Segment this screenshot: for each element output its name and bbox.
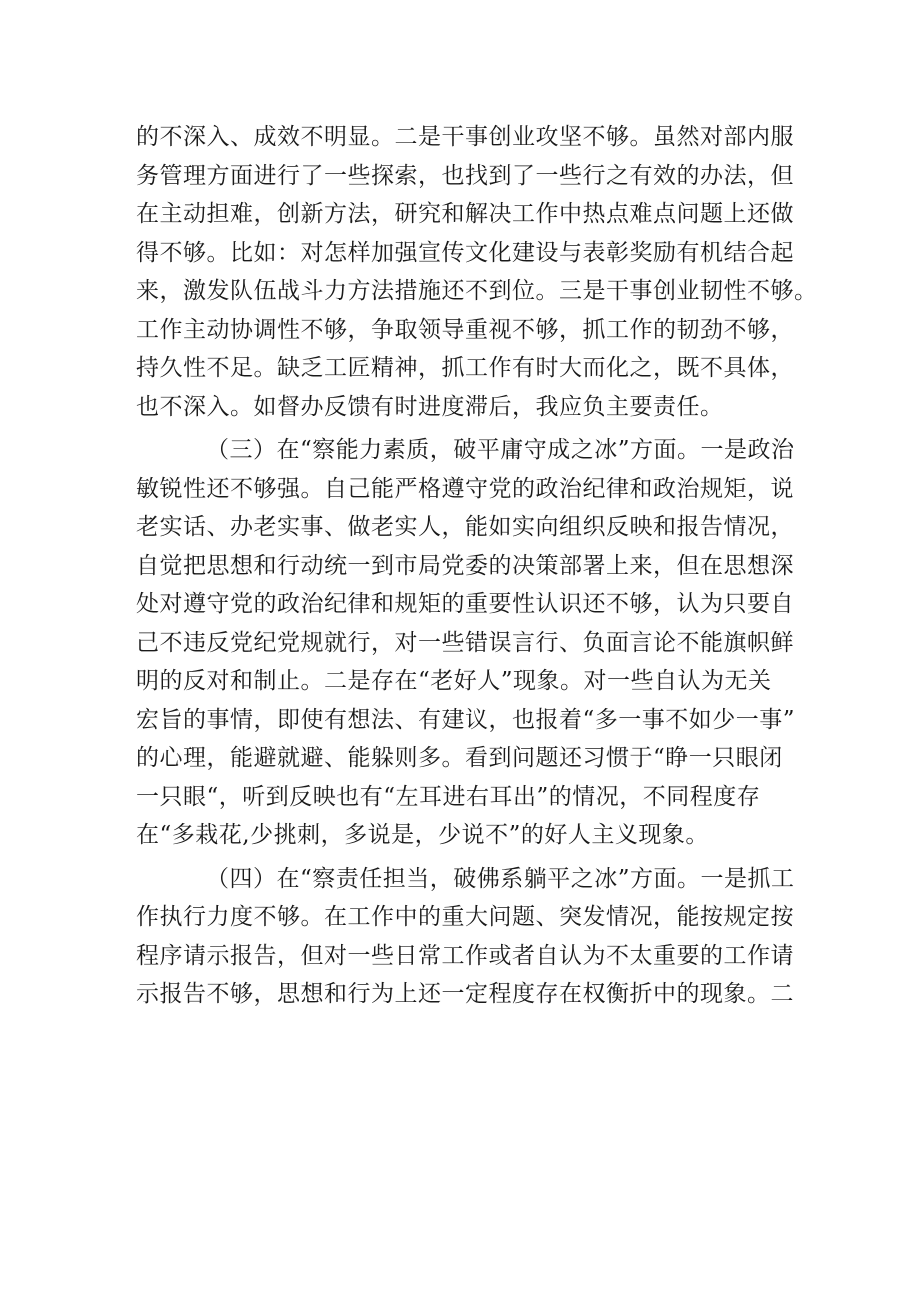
body-text [136, 118, 818, 1014]
text-line: 一只眼“，听到反映也有“左耳进右耳出”的情况，不同程度存 [136, 783, 761, 810]
text-line: 明的反对和制止。二是存在“老好人”现象。对一些自认为无关 [136, 668, 772, 694]
text-line: 持久性不足。缺乏工匠精神，抓工作有时大而化之，既不具体， [136, 355, 794, 381]
text-line: 来，激发队伍战斗力方法措施还不到位。三是干事创业韧性不够。 [136, 278, 818, 304]
text-line: 得不够。比如：对怎样加强宣传文化建设与表彰奖励有机结合起 [136, 239, 794, 266]
text-line: 在“多栽花,少挑刺，多说是，少说不”的好人主义现象。 [136, 822, 709, 848]
text-line: 程序请示报告，但对一些日常工作或者自认为不太重要的工作请 [136, 942, 794, 969]
text-line: 宏旨的事情，即使有想法、有建议，也报着“多一事不如少一事” [136, 706, 796, 733]
text-line-first: （四）在“察责任担当，破佛系躺平之冰”方面。一是抓工 [206, 865, 795, 892]
text-line: 敏锐性还不够强。自己能严格遵守党的政治纪律和政治规矩，说 [136, 475, 794, 502]
text-line: 的不深入、成效不明显。二是干事创业攻坚不够。虽然对部内服 [136, 124, 794, 150]
text-line: 在主动担难，创新方法，研究和解决工作中热点难点问题上还做 [136, 201, 794, 227]
text-line-first: （三）在“察能力素质，破平庸守成之冰”方面。一是政治 [206, 437, 795, 463]
text-line: 的心理，能避就避、能躲则多。看到问题还习惯于“睁一只眼闭 [136, 745, 783, 771]
paragraph [136, 118, 818, 426]
text-line: 作执行力度不够。在工作中的重大问题、突发情况，能按规定按 [136, 904, 794, 930]
text-line: 己不违反党纪党规就行，对一些错误言行、负面言论不能旗帜鲜 [136, 629, 794, 656]
paragraph [136, 860, 796, 1014]
text-line: 处对遵守党的政治纪律和规矩的重要性认识还不够，认为只要自 [136, 591, 794, 617]
text-line: 务管理方面进行了一些探索，也找到了一些行之有效的办法，但 [136, 162, 794, 189]
text-line: 工作主动协调性不够，争取领导重视不够，抓工作的韧劲不够， [136, 316, 794, 343]
text-line: 自觉把思想和行动统一到市局党委的决策部署上来，但在思想深 [136, 552, 794, 579]
paragraph [136, 431, 796, 855]
text-line: 也不深入。如督办反馈有时进度滞后，我应负主要责任。 [136, 393, 724, 420]
text-line: 示报告不够，思想和行为上还一定程度存在权衡折中的现象。二 [136, 981, 794, 1007]
text-line: 老实话、办老实事、做老实人，能如实向组织反映和报告情况， [136, 514, 794, 540]
